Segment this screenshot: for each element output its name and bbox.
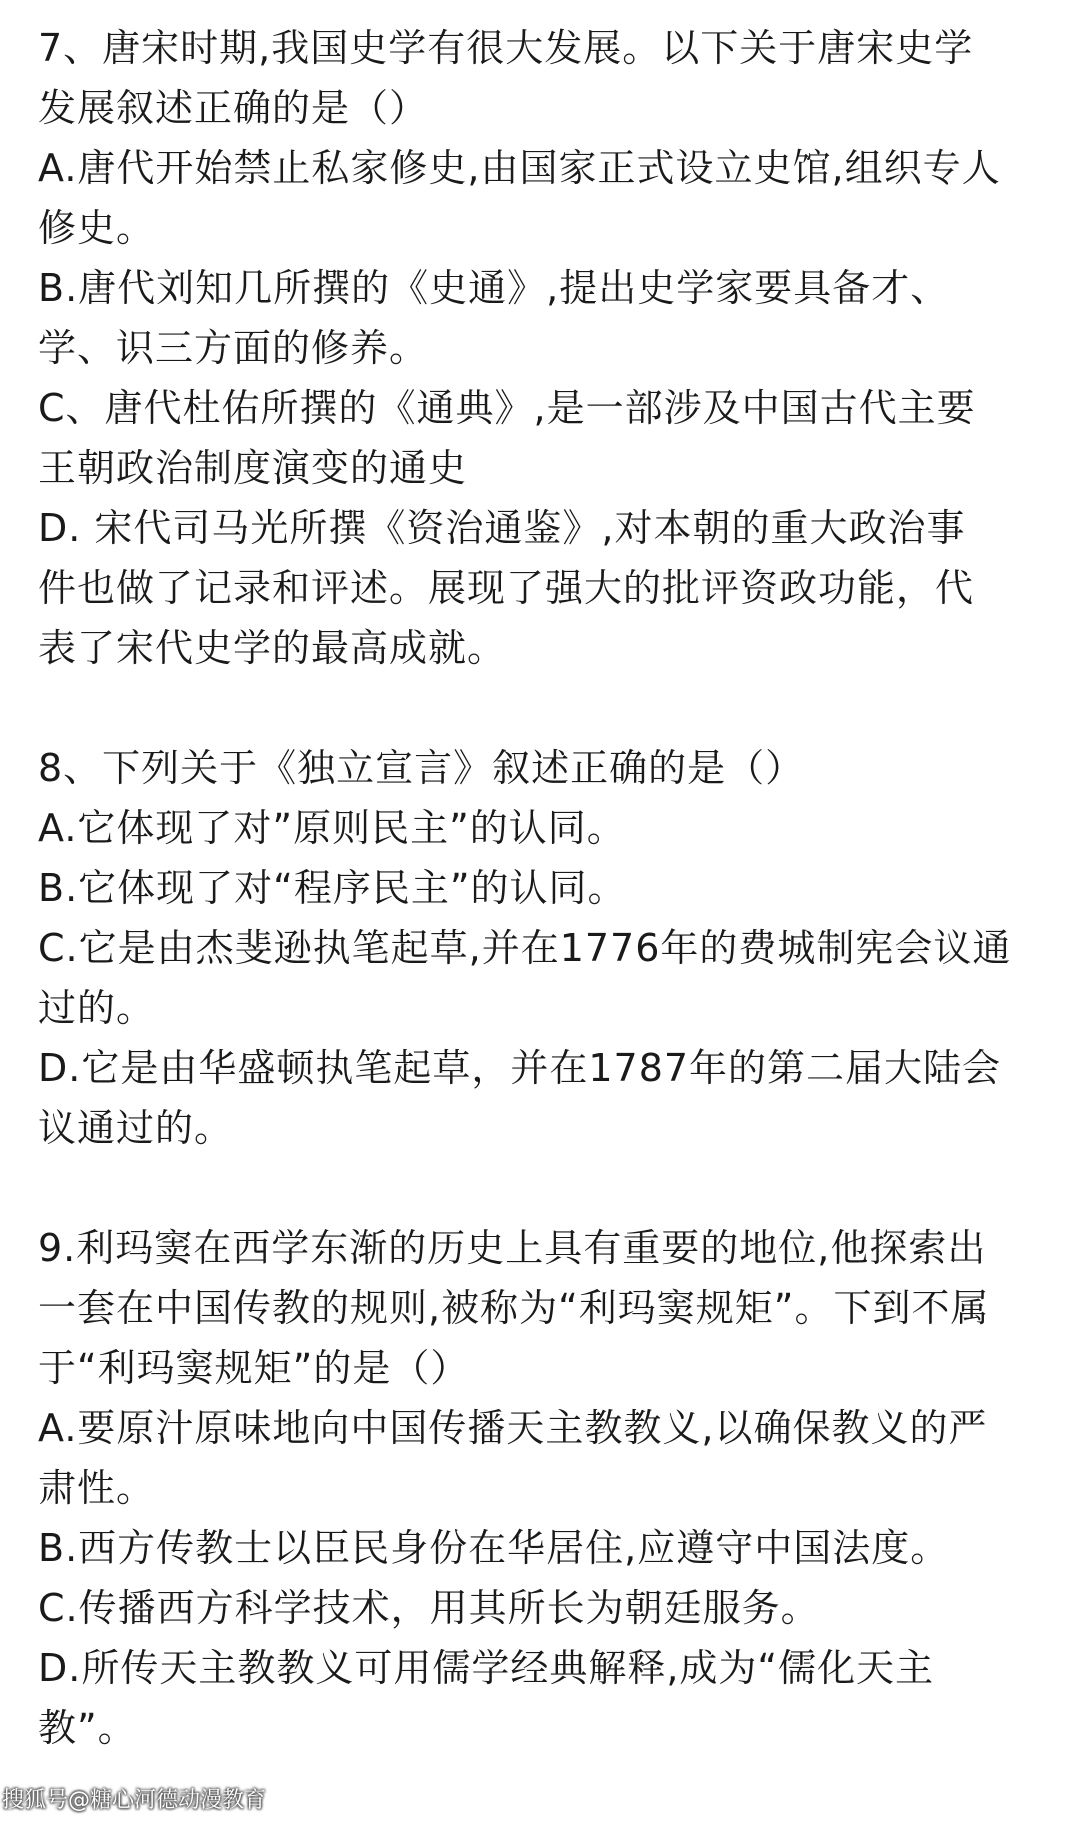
question-line: 8、下列关于《独立宣言》叙述正确的是（） — [38, 746, 805, 790]
option-d-line: D. 宋代司马光所撰《资治通鉴》,对本朝的重大政治事 — [38, 506, 966, 550]
question-line: 发展叙述正确的是（） — [38, 86, 429, 130]
option-a-line: A.它体现了对”原则民主”的认同。 — [38, 806, 626, 850]
question-9 — [38, 1218, 1050, 1758]
option-d-line: 表了宋代史学的最高成就。 — [38, 626, 507, 670]
document-page — [38, 18, 1050, 1758]
option-b-line: B.西方传教士以臣民身份在华居住,应遵守中国法度。 — [38, 1526, 950, 1570]
option-a-line: A.唐代开始禁止私家修史,由国家正式设立史馆,组织专人 — [38, 146, 1001, 190]
question-line: 9.利玛窦在西学东渐的历史上具有重要的地位,他探索出 — [38, 1226, 987, 1270]
option-d-line: 议通过的。 — [38, 1106, 234, 1150]
watermark: 搜狐号@糖心河德动漫教育 — [2, 1788, 267, 1813]
option-d-line: D.所传天主教教义可用儒学经典解释,成为“儒化天主 — [38, 1646, 935, 1690]
option-c-line: C.传播西方科学技术，用其所长为朝廷服务。 — [38, 1586, 820, 1630]
option-a-line: 肃性。 — [38, 1466, 156, 1510]
option-a-line: A.要原汁原味地向中国传播天主教教义,以确保教义的严 — [38, 1406, 988, 1450]
option-c-line: C.它是由杰斐逊执笔起草,并在1776年的费城制宪会议通 — [38, 926, 1012, 970]
option-b-line: B.唐代刘知几所撰的《史通》,提出史学家要具备才、 — [38, 266, 950, 310]
option-d-line: 教”。 — [38, 1706, 137, 1750]
option-d-line: 件也做了记录和评述。展现了强大的批评资政功能，代 — [38, 566, 975, 610]
option-b-line: 学、识三方面的修养。 — [38, 326, 429, 370]
question-line: 7、唐宋时期,我国史学有很大发展。以下关于唐宋史学 — [38, 26, 974, 70]
option-b-line: B.它体现了对“程序民主”的认同。 — [38, 866, 627, 910]
option-a-line: 修史。 — [38, 206, 156, 250]
option-d-line: D.它是由华盛顿执笔起草，并在1787年的第二届大陆会 — [38, 1046, 1002, 1090]
option-c-line: 过的。 — [38, 986, 156, 1030]
question-line: 于“利玛窦规矩”的是（） — [38, 1346, 470, 1390]
option-c-line: 王朝政治制度演变的通史 — [38, 446, 468, 490]
option-c-line: C、唐代杜佑所撰的《通典》,是一部涉及中国古代主要 — [38, 386, 976, 430]
question-7 — [38, 18, 1050, 678]
question-line: 一套在中国传教的规则,被称为“利玛窦规矩”。下到不属 — [38, 1286, 990, 1330]
question-8 — [38, 738, 1050, 1158]
